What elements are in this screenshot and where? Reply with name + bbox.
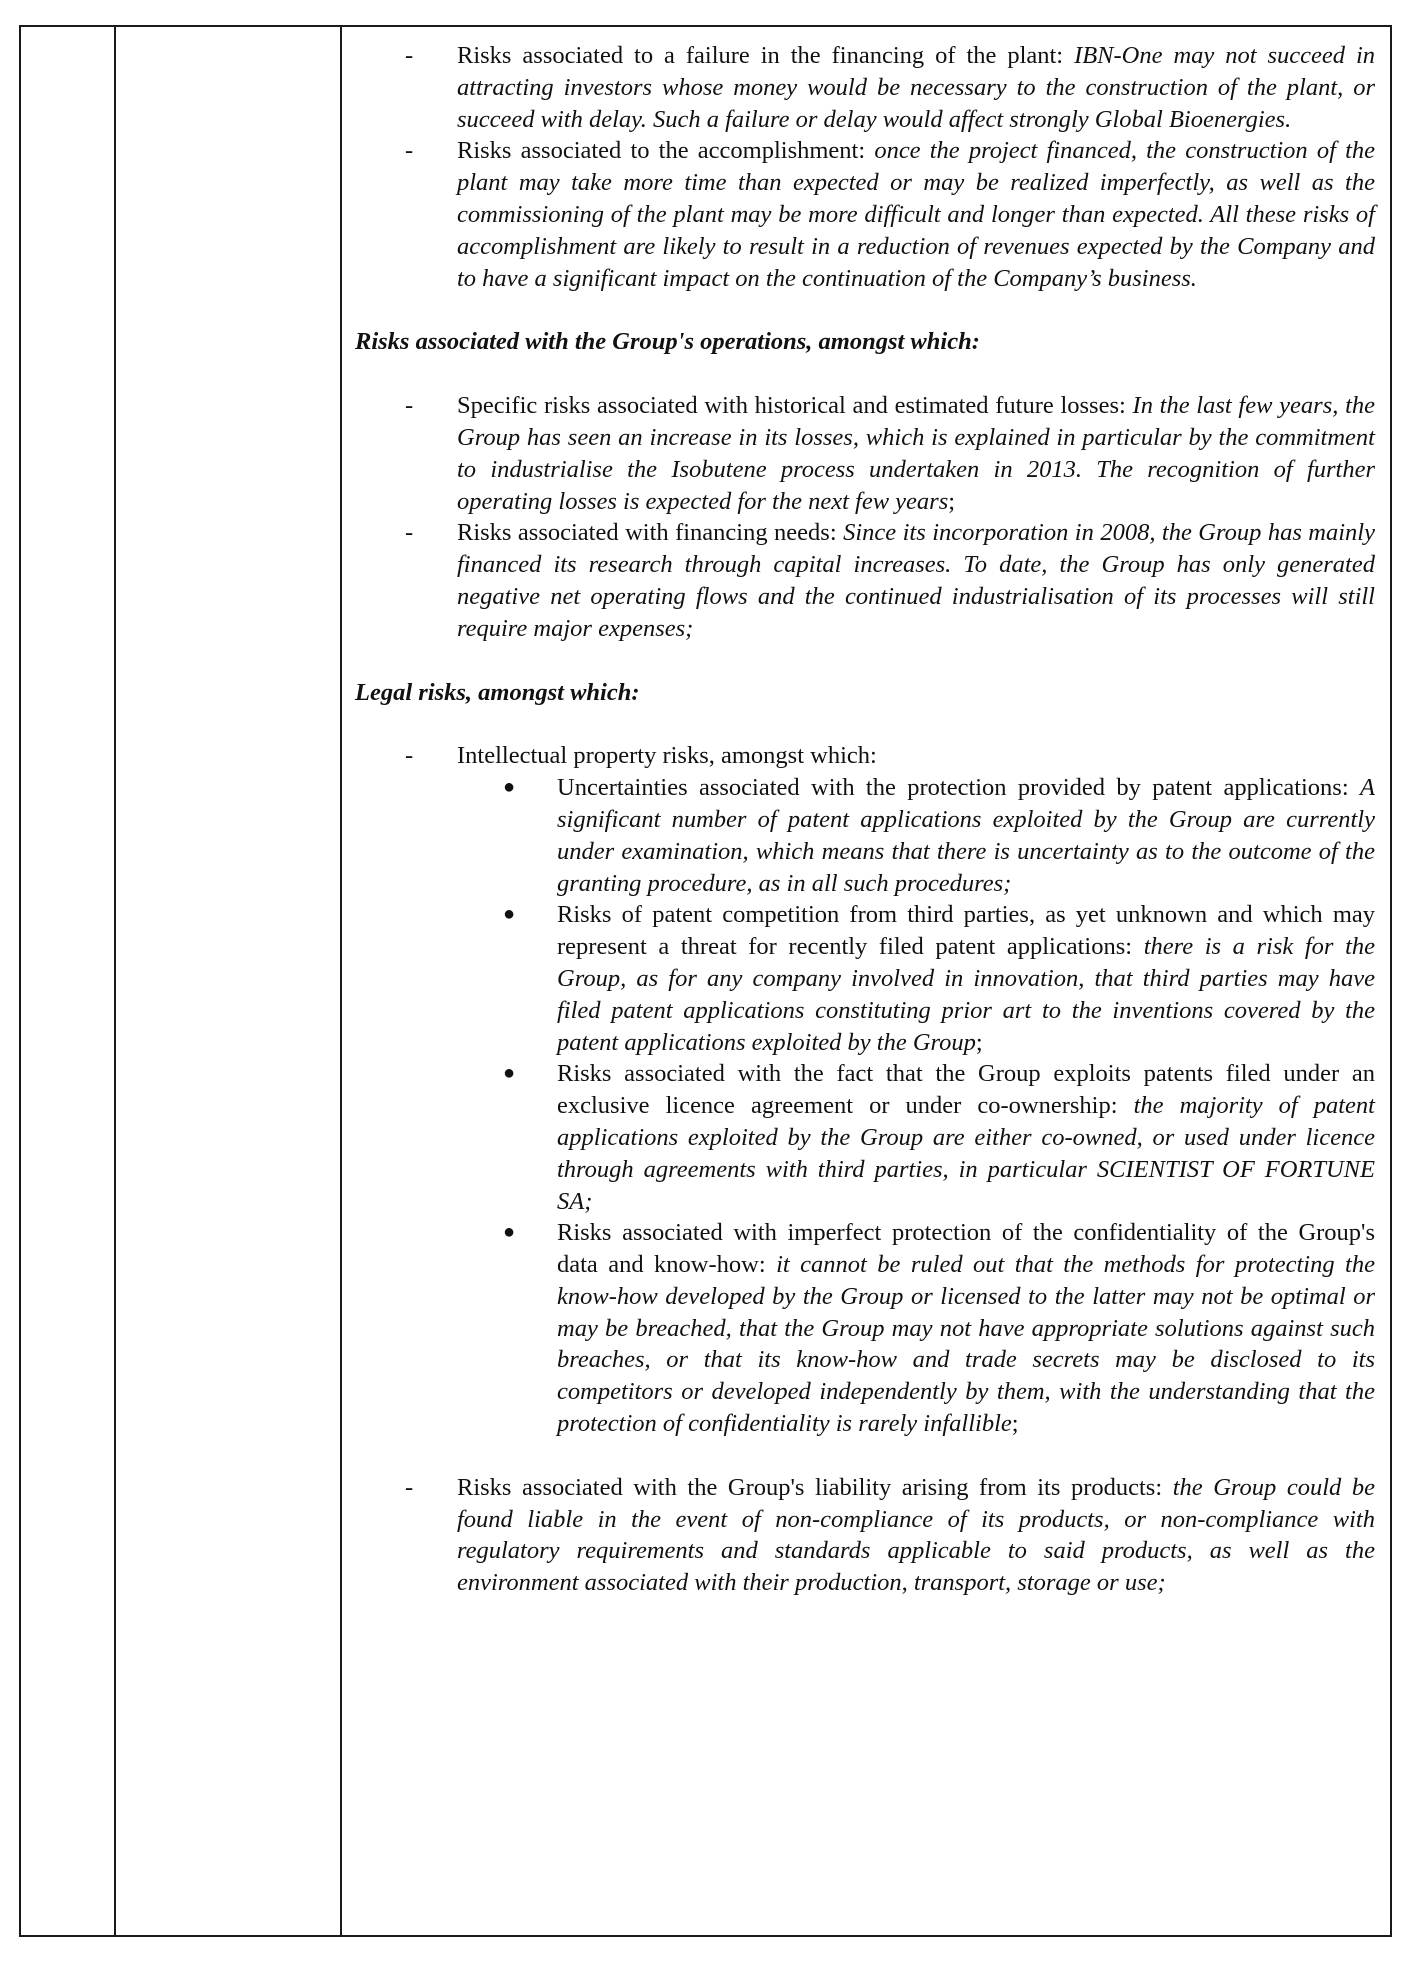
- heading-legal-risks: Legal risks, amongst which:: [355, 678, 640, 706]
- item-lead: Risks associated with financing needs:: [457, 519, 844, 547]
- item-tail: ;: [1011, 1410, 1019, 1438]
- item-tail: ;: [975, 1028, 983, 1056]
- dash-marker: -: [405, 137, 414, 165]
- dash-marker: -: [405, 519, 414, 547]
- list-item-financing-needs: [355, 517, 1375, 644]
- table-column-divider-1: [114, 25, 116, 1937]
- item-lead: Risks associated with imperfect protection of the confidentiality of the Group's data and know-how:: [557, 1219, 1375, 1279]
- dash-marker: -: [405, 1473, 414, 1501]
- item-detail: Since its incorporation in 2008, the Group has mainly financed its research through capital increases. To date, the Group has only generated negative net operating flows and the continued industrialisation of its processes will still require major expenses;: [457, 519, 1375, 642]
- dash-marker: -: [405, 742, 414, 770]
- item-lead: Risks associated to the accomplishment:: [457, 137, 875, 165]
- item-detail: In the last few years, the Group has seen an increase in its losses, which is explained in particular by the commitment to industrialise the Isobutene process undertaken in 2013. The recognition of further operating losses is expected for the next few years: [457, 392, 1376, 515]
- item-detail: there is a risk for the Group, as for any company involved in innovation, that third parties may have filed patent applications constituting prior art to the inventions covered by the patent applications exploited by the Group: [557, 933, 1376, 1056]
- bullet-marker: ●: [503, 1062, 516, 1085]
- table-column-divider-2: [340, 25, 342, 1937]
- item-lead: Risks of patent competition from third parties, as yet unknown and which may represent a threat for recently filed patent applications:: [557, 901, 1375, 961]
- sub-item-patent-competition: [355, 899, 1375, 1058]
- item-lead: Risks associated with the fact that the Group exploits patents filed under an exclusive licence agreement or under co-ownership:: [557, 1060, 1375, 1120]
- item-lead: Uncertainties associated with the protection provided by patent applications:: [557, 774, 1361, 802]
- list-item-product-liability: [355, 1472, 1375, 1599]
- item-detail: the majority of patent applications exploited by the Group are either co-owned, or used under licence through agreements with third parties, in particular SCIENTIST OF FORTUNE SA;: [557, 1092, 1375, 1215]
- item-lead: Risks associated with the Group's liability arising from its products:: [457, 1473, 1173, 1501]
- list-item-accomplishment: [355, 135, 1375, 294]
- list-item-historical-losses: [355, 390, 1375, 517]
- bullet-marker: ●: [503, 1221, 516, 1244]
- sub-item-confidentiality: [355, 1217, 1375, 1440]
- item-lead: Intellectual property risks, amongst which:: [457, 742, 877, 770]
- item-lead: Risks associated to a failure in the financing of the plant:: [457, 42, 1075, 69]
- dash-marker: -: [405, 42, 414, 69]
- dash-marker: -: [405, 392, 414, 420]
- item-detail: once the project financed, the construction of the plant may take more time than expected or may be realized imperfectly, as well as the commissioning of the plant may be more difficult and longer than expected. All these risks of accomplishment are likely to result in a reduction of revenues expected by the Company and to have a significant impact on the continuation of the Company’s business.: [457, 137, 1375, 292]
- bullet-marker: ●: [503, 903, 516, 926]
- item-tail: ;: [948, 487, 956, 515]
- item-detail: IBN-One may not succeed in attracting investors whose money would be necessary to the construction of the plant, or succeed with delay. Such a failure or delay would affect strongly Global Bioenergies.: [457, 42, 1376, 133]
- list-item-ip-risks: [355, 740, 1375, 772]
- sub-item-patent-protection: [355, 772, 1375, 899]
- item-detail: it cannot be ruled out that the methods for protecting the know-how developed by the Group or licensed to the latter may not be optimal or may be breached, that the Group may not have appropriate solutions against such breaches, or that its know-how and trade secrets may be disclosed to its competitors or developed independently by them, with the understanding that the protection of confidentiality is rarely infallible: [557, 1251, 1375, 1438]
- heading-operations-risks: Risks associated with the Group's operations, amongst which:: [355, 328, 980, 356]
- list-item-financing-failure: [355, 40, 1375, 135]
- bullet-marker: ●: [503, 776, 516, 799]
- item-lead: Specific risks associated with historical and estimated future losses:: [457, 392, 1133, 420]
- sub-item-licence-coownership: [355, 1058, 1375, 1217]
- item-detail: A significant number of patent applications exploited by the Group are currently under examination, which means that there is uncertainty as to the outcome of the granting procedure, as in all such procedures;: [557, 774, 1375, 897]
- item-detail: the Group could be found liable in the event of non-compliance of its products, or non-compliance with regulatory requirements and standards applicable to said products, as well as the environment associated with their production, transport, storage or use;: [457, 1473, 1375, 1597]
- table-content-cell: [355, 40, 1375, 1599]
